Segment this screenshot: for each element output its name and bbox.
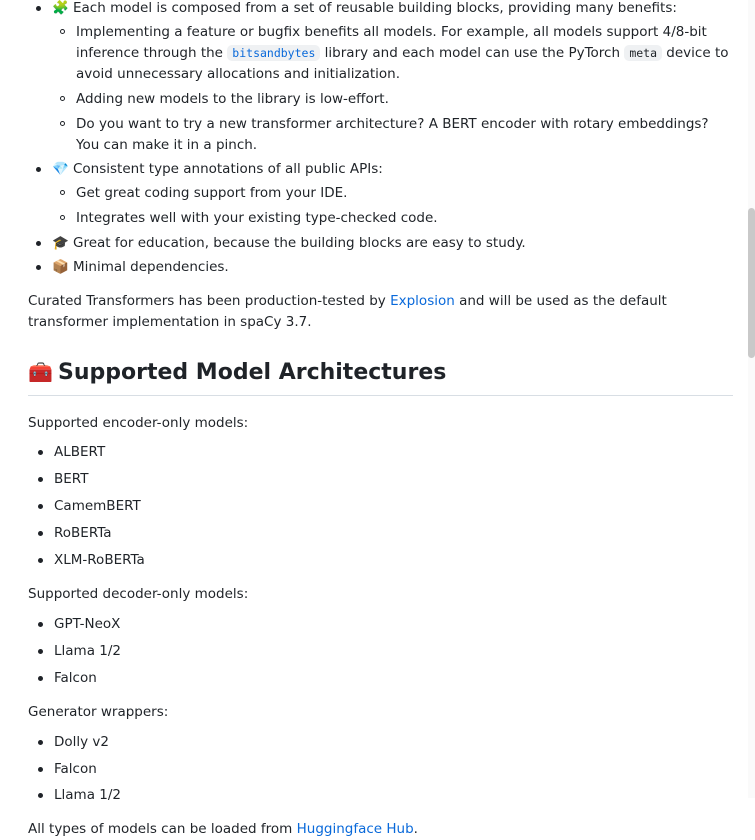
type-annotations-sub-list [52,183,733,229]
list-item: ALBERT [28,442,733,463]
decoder-models-label: Supported decoder-only models: [28,586,249,603]
list-item: RoBERTa [28,523,733,544]
production-note-before: Curated Transformers has been production-tested by [28,293,391,310]
list-item: Llama 1/2 [28,641,733,662]
decoder-models-list [28,614,733,689]
benefit-sub-list [52,22,733,156]
left-margin [0,0,6,798]
gem-icon: 💎 [52,161,69,178]
list-item: XLM-RoBERTa [28,550,733,571]
toolbox-icon: 🧰 [28,359,53,384]
page-title [28,359,733,396]
explosion-link[interactable]: Explosion [390,293,455,310]
huggingface-note-after: . [413,821,418,838]
benefit-education-label: Great for education, because the building blocks are easy to study. [73,235,526,252]
list-item: Implementing a feature or bugfix benefits all models. For example, all models support 4/8-bit inference through the bitsandbytes library and each model can use the PyTorch meta device to avoid unnecessary allocations and initialization. [52,22,733,85]
list-item: Falcon [28,668,733,689]
benefit-dependencies [28,257,733,278]
huggingface-hub-link[interactable]: Huggingface Hub [296,821,414,838]
benefit-type-annotations [28,159,733,229]
huggingface-note-before: All types of models can be loaded from [28,821,297,838]
benefit-education [28,233,733,254]
list-item: Do you want to try a new transformer architecture? A BERT encoder with rotary embeddings? You can make it in a pinch. [52,114,733,156]
benefit-building-blocks [28,0,733,155]
generator-wrappers-list [28,732,733,807]
list-item: Dolly v2 [28,732,733,753]
benefit-type-annotations-label: Consistent type annotations of all public APIs: [73,161,383,178]
benefit-dependencies-label: Minimal dependencies. [73,259,229,276]
list-item: GPT-NeoX [28,614,733,635]
generator-wrappers-label: Generator wrappers: [28,703,169,720]
production-note-after: and will be used as the default transformer implementation in spaCy 3.7. [28,293,667,330]
code-meta: meta [624,45,662,61]
production-note [28,291,733,333]
list-item: Integrates well with your existing type-checked code. [52,208,733,229]
encoder-models-label: Supported encoder-only models: [28,414,249,431]
list-item: BERT [28,469,733,490]
huggingface-note [28,819,733,840]
encoder-models-list [28,442,733,571]
package-icon: 📦 [52,259,69,276]
benefit-building-blocks-label: Each model is composed from a set of reusable building blocks, providing many benefits: [73,0,677,16]
page-title-label: Supported Model Architectures [58,359,447,385]
list-item: Adding new models to the library is low-effort. [52,89,733,110]
list-item: Falcon [28,759,733,780]
graduation-cap-icon: 🎓 [52,235,69,252]
scrollbar-track[interactable] [748,0,755,798]
list-item: Get great coding support from your IDE. [52,183,733,204]
scrollbar-thumb[interactable] [748,208,755,358]
puzzle-icon: 🧩 [52,0,69,16]
code-bitsandbytes: bitsandbytes [227,45,320,61]
benefits-list [28,0,733,278]
list-item: Llama 1/2 [28,785,733,806]
list-item: CamemBERT [28,496,733,517]
